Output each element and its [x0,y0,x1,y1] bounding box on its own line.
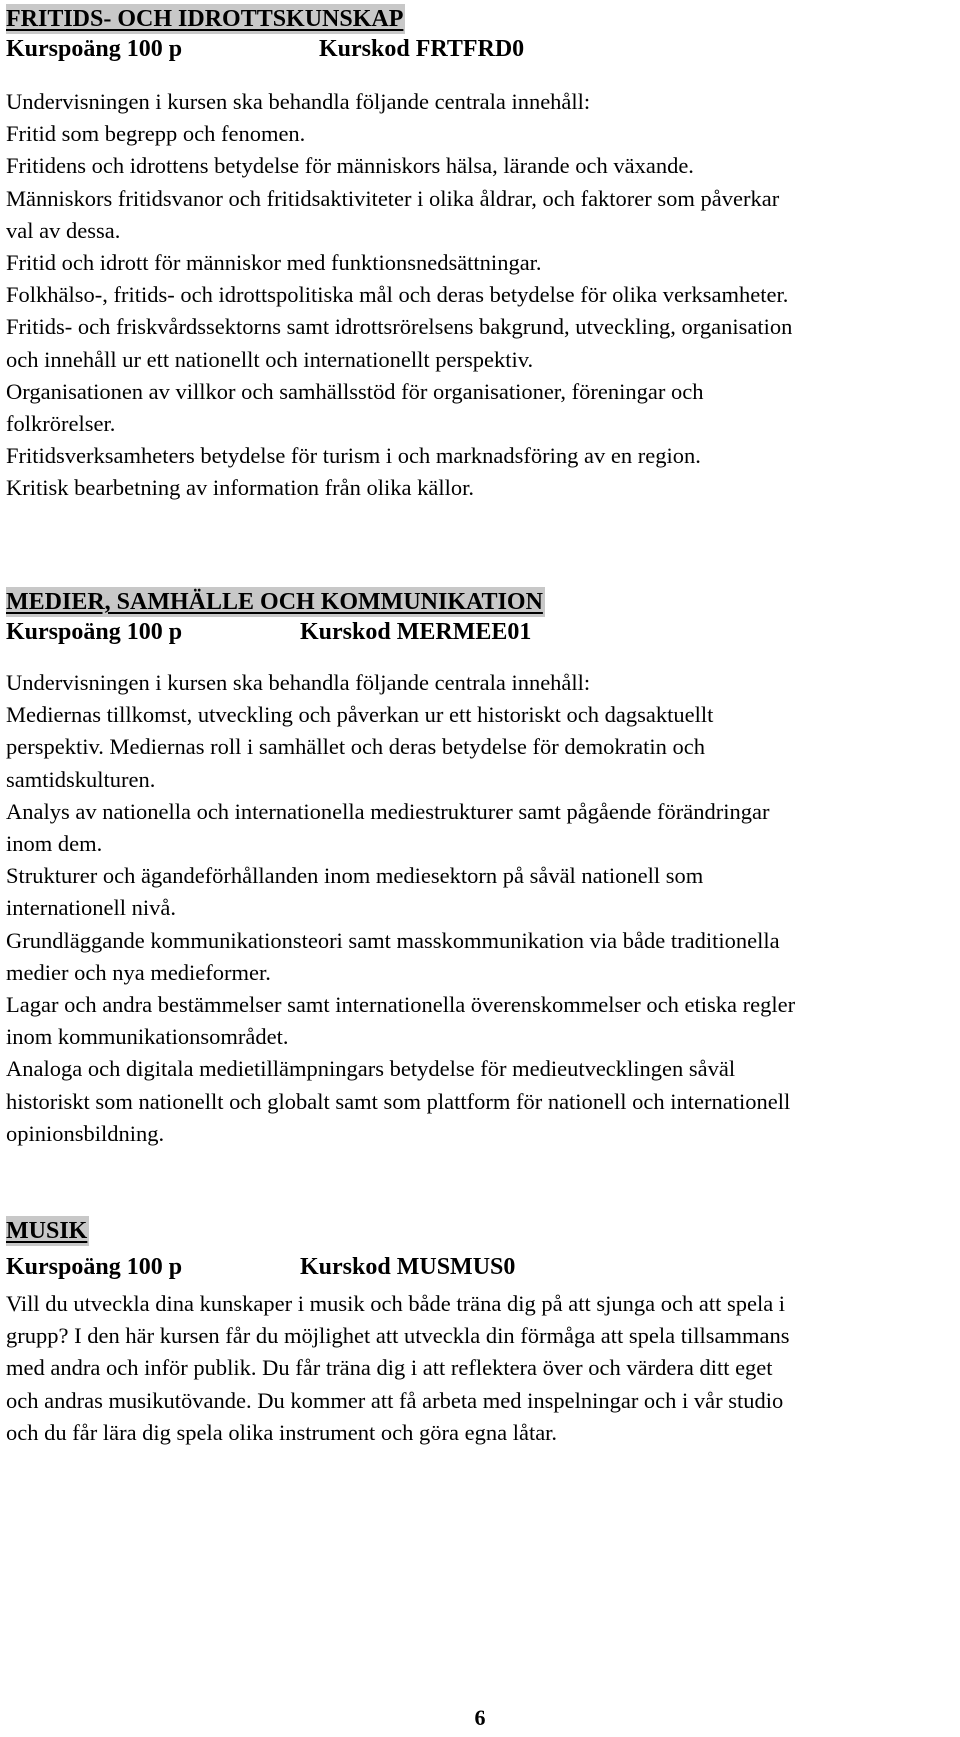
course-code: Kurskod MERMEE01 [300,619,532,645]
content-line: Fritid som begrepp och fenomen. [6,121,306,147]
course-meta [6,1252,956,1282]
content-line: perspektiv. Mediernas roll i samhället och deras betydelse för demokratin och [6,734,705,760]
content-line: folkrörelser. [6,411,116,437]
page-number: 6 [474,1705,486,1730]
content-line: Strukturer och ägandeförhållanden inom mediesektorn på såväl nationell som [6,863,704,889]
course-meta [6,617,956,647]
course-section-fritids [6,4,956,505]
content-line: internationell nivå. [6,895,176,921]
content-line: Vill du utveckla dina kunskaper i musik och både träna dig på att sjunga och att spela i [6,1291,786,1316]
content-line: medier och nya medieformer. [6,959,271,985]
content-line: historiskt som nationellt och globalt samt som plattform för nationell och internationell [6,1088,791,1114]
content-line: grupp? I den här kursen får du möjlighet att utveckla din förmåga att spela tillsammans [6,1323,790,1349]
content-line: Fritidens och idrottens betydelse för människors hälsa, lärande och växande. [6,153,694,179]
content-line: Fritids- och friskvårdssektorns samt idrottsrörelsens bakgrund, utveckling, organisation [6,314,793,340]
content-line: Människors fritidsvanor och fritidsaktiviteter i olika åldrar, och faktorer som påverkar [6,185,780,211]
content-line: Fritid och idrott för människor med funktionsnedsättningar. [6,250,542,276]
content-line: val av dessa. [6,217,121,243]
course-title: FRITIDS- OCH IDROTTSKUNSKAP [6,6,404,32]
course-section-medier [6,587,956,1150]
course-content [6,1288,956,1449]
course-content [6,667,956,1150]
content-line: inom dem. [6,831,103,857]
content-line: Analys av nationella och internationella mediestrukturer samt pågående förändringar [6,798,770,824]
content-line: med andra och inför publik. Du får träna dig i att reflektera över och värdera ditt eget [6,1355,773,1381]
content-line: Folkhälso-, fritids- och idrottspolitiska mål och deras betydelse för olika verksamheter. [6,282,789,308]
content-line: Lagar och andra bestämmelser samt internationella överenskommelser och etiska regler [6,992,796,1018]
course-points: Kurspoäng 100 p [6,619,183,645]
content-line: och du får lära dig spela olika instrument och göra egna låtar. [6,1419,558,1445]
content-line: samtidskulturen. [6,766,156,792]
content-line: Grundläggande kommunikationsteori samt masskommunikation via både traditionella [6,927,780,953]
course-code: Kurskod FRTFRD0 [319,36,525,62]
course-title: MEDIER, SAMHÄLLE OCH KOMMUNIKATION [6,589,543,615]
content-line: Mediernas tillkomst, utveckling och påverkan ur ett historiskt och dagsaktuellt [6,702,714,728]
content-line: opinionsbildning. [6,1120,165,1146]
course-points: Kurspoäng 100 p [6,36,183,62]
course-section-musik [6,1216,956,1449]
content-line: och andras musikutövande. Du kommer att få arbeta med inspelningar och i vår studio [6,1387,784,1413]
content-line: Analoga och digitala medietillämpningars betydelse för medieutvecklingen såväl [6,1056,736,1082]
course-title: MUSIK [6,1218,88,1244]
course-points: Kurspoäng 100 p [6,1254,183,1280]
content-line: Organisationen av villkor och samhällsstöd för organisationer, föreningar och [6,378,704,404]
content-line: Undervisningen i kursen ska behandla följande centrala innehåll: [6,670,591,695]
content-line: Kritisk bearbetning av information från olika källor. [6,475,474,501]
content-line: Fritidsverksamheters betydelse för turism i och marknadsföring av en region. [6,443,701,469]
course-code: Kurskod MUSMUS0 [300,1254,516,1280]
course-meta [6,34,956,64]
content-line: och innehåll ur ett nationellt och internationellt perspektiv. [6,346,534,372]
content-line: inom kommunikationsområdet. [6,1024,289,1050]
content-line: Undervisningen i kursen ska behandla följande centrala innehåll: [6,89,591,114]
course-content [6,86,956,505]
